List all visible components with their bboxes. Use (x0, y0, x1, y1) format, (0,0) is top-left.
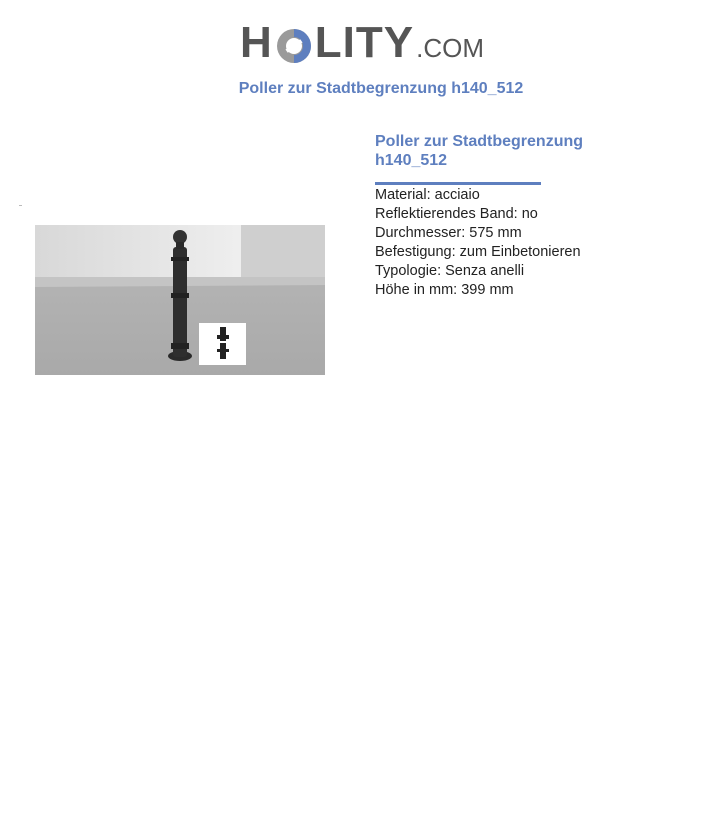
logo-letters-lity: LITY (314, 18, 415, 67)
bollard-photo (35, 225, 325, 375)
holity-logo[interactable] (240, 12, 485, 68)
logo-o-icon (275, 26, 313, 64)
spec-mounting: Befestigung: zum Einbetonieren (375, 244, 581, 260)
logo-letter-h: H (240, 18, 273, 67)
page-heading: Poller zur Stadtbegrenzung h140_512 (238, 80, 524, 97)
product-title: Poller zur Stadtbegrenzung h140_512 (375, 133, 584, 169)
title-underline (375, 182, 541, 185)
spec-material: Material: acciaio (375, 187, 480, 203)
spec-type: Typologie: Senza anelli (375, 263, 525, 279)
divider-mark (19, 205, 22, 206)
spec-reflective-band: Reflektierendes Band: no (375, 206, 538, 222)
spec-height: Höhe in mm: 399 mm (375, 282, 514, 298)
product-image (35, 225, 325, 375)
logo-wordmark (240, 18, 484, 68)
spec-diameter: Durchmesser: 575 mm (375, 225, 522, 241)
logo-suffix: .COM (416, 33, 484, 63)
spec-list (375, 186, 705, 300)
